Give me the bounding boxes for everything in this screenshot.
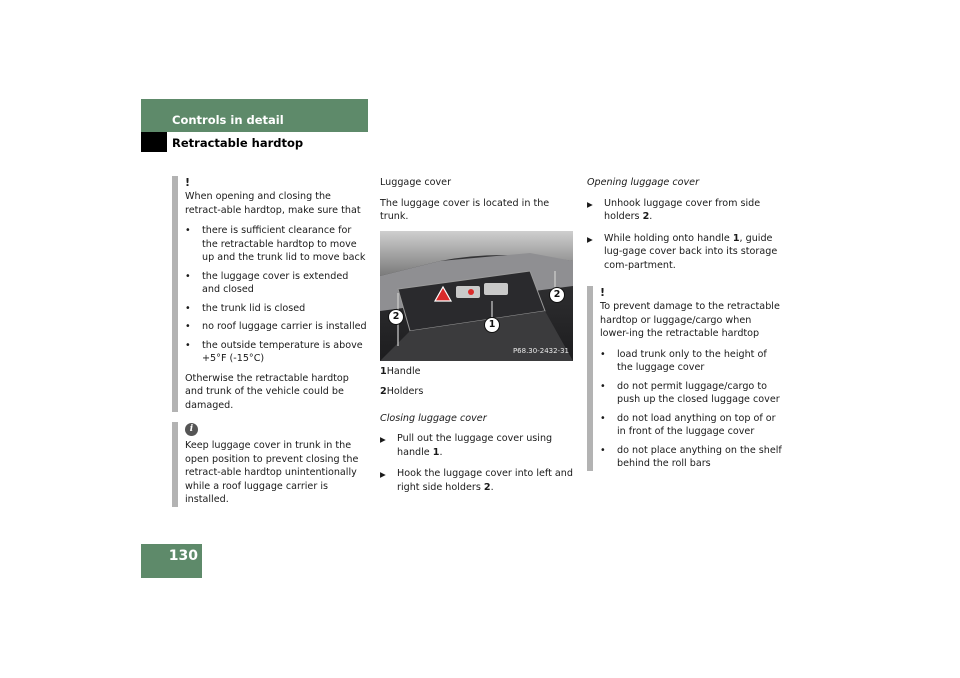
- warning-outro: Otherwise the retractable hardtop and trunk of the vehicle could be damaged.: [185, 372, 349, 411]
- page-number: 130: [168, 548, 198, 564]
- trunk-illustration: [380, 231, 573, 361]
- trunk-photo: [380, 231, 573, 361]
- section-subtitle: Retractable hardtop: [172, 136, 304, 150]
- info-note: [172, 422, 368, 507]
- legend-row: [380, 365, 576, 379]
- note-bar: [587, 286, 593, 471]
- closing-heading: Closing luggage cover: [380, 412, 487, 424]
- callout-handle: 1: [484, 317, 500, 333]
- warning-icon: !: [600, 286, 606, 299]
- column-left: [172, 176, 368, 514]
- note-bar: [172, 422, 178, 507]
- list-item: • no roof luggage carrier is installed: [185, 320, 368, 334]
- warning-list: [185, 224, 368, 366]
- warning-note: [587, 286, 783, 471]
- page-number-box: [141, 544, 202, 578]
- list-item: • the trunk lid is closed: [185, 302, 368, 316]
- legend-row: [380, 385, 576, 399]
- warning-intro: When opening and closing the retract-able hardtop, make sure that: [185, 191, 361, 216]
- luggage-cover-heading: Luggage cover: [380, 177, 452, 188]
- step-item: ▶ Hook the luggage cover into left and right side holders 2.: [380, 467, 576, 494]
- step-item: ▶ While holding onto handle 1, guide lug-gage cover back into its storage com-partment.: [587, 232, 783, 273]
- list-item: • there is sufficient clearance for the retractable hardtop to move up and the trunk lid to move back: [185, 224, 368, 265]
- warning-icon: !: [185, 176, 191, 189]
- list-item: • the luggage cover is extended and closed: [185, 270, 368, 297]
- header-marker: [141, 132, 167, 152]
- warning-list: [600, 348, 783, 471]
- warning-note: [172, 176, 368, 412]
- legend-number: 2: [380, 386, 387, 397]
- legend-number: 1: [380, 365, 387, 377]
- info-text: Keep luggage cover in trunk in the open position to prevent closing the retract-able hardtop unintentionally while a roof luggage carrier is installed.: [185, 440, 359, 505]
- legend-label: Holders: [386, 386, 424, 397]
- info-icon: i: [185, 423, 198, 436]
- list-item: • do not load anything on top of or in front of the luggage cover: [600, 412, 783, 439]
- list-item: • the outside temperature is above +5°F (-15°C): [185, 339, 368, 366]
- photo-code: P68.30-2432-31: [512, 347, 569, 355]
- step-item: ▶ Unhook luggage cover from side holders 2.: [587, 197, 783, 224]
- step-item: ▶ Pull out the luggage cover using handle 1.: [380, 432, 576, 459]
- note-bar: [172, 176, 178, 412]
- callout-holder-left: 2: [388, 309, 404, 325]
- section-title: Controls in detail: [172, 113, 284, 127]
- list-item: • do not place anything on the shelf behind the roll bars: [600, 444, 783, 471]
- opening-heading: Opening luggage cover: [587, 177, 700, 188]
- callout-holder-right: 2: [549, 287, 565, 303]
- column-middle: [380, 176, 576, 502]
- list-item: • do not permit luggage/cargo to push up the closed luggage cover: [600, 380, 783, 407]
- warning-intro: To prevent damage to the retractable hardtop or luggage/cargo when lower-ing the retractable hardtop: [600, 301, 780, 339]
- list-item: • load trunk only to the height of the luggage cover: [600, 348, 783, 375]
- legend-label: Handle: [386, 365, 421, 377]
- luggage-intro: The luggage cover is located in the trunk.: [380, 197, 550, 222]
- column-right: [587, 176, 783, 477]
